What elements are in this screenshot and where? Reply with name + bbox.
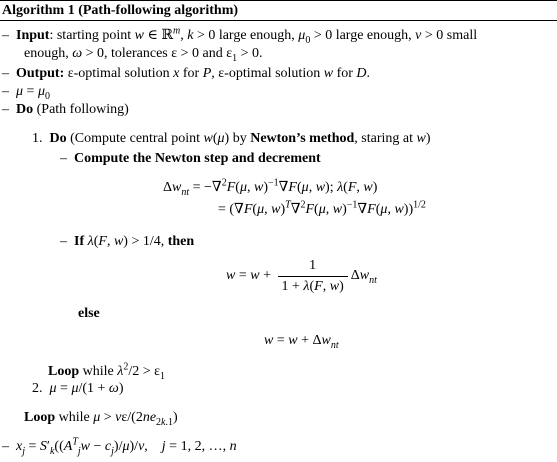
bullet-dash: –: [2, 102, 9, 117]
step1-line: 1. Do (Compute central point w(μ) by Newton’s method, staring at w): [32, 131, 431, 146]
output-line: – Output: ε-optimal solution x for P, ε-optimal solution w for D.: [2, 66, 371, 81]
outer-loop-line: Loop while $\mu > \nu\varepsilon/(2ne_{2k.1})$: [24, 410, 178, 428]
primal-recovery-line: – $x_j = S'_k((A^T_jw - c_j)/\mu)/\nu$, j = 1, 2, …, n: [2, 436, 237, 457]
bullet-dash: –: [2, 84, 9, 99]
damped-update-equation: w = w + $\frac{1}{1 + \lambda(F, w)}$ $\Delta w_{nt}$: [226, 258, 377, 294]
bullet-dash: –: [60, 151, 67, 166]
bullet-dash: –: [2, 439, 9, 454]
step-fraction: $\frac{1}{1 + \lambda(F, w)}$: [278, 257, 348, 295]
bullet-dash: –: [2, 28, 9, 43]
do-path-following-line: – Do (Path following): [2, 102, 129, 117]
if-line: – If λ(F, w) > 1/4, then: [60, 234, 195, 249]
bullet-dash: –: [2, 66, 9, 81]
step2-line: 2. μ = μ/(1 + ω): [32, 381, 124, 396]
inner-loop-line: Loop while $\lambda^2/2 > \varepsilon_1$: [48, 361, 165, 382]
algorithm-title: Algorithm 1 (Path-following algorithm): [2, 3, 239, 18]
full-update-equation: $w = w + \Delta w_{nt}$: [264, 333, 339, 351]
input-line: – Input: starting point w ∈ ℝ$^m$, k > 0 large enough, $\mu_0 > 0$ large enough, ν > 0 small: [2, 25, 478, 46]
input-line-cont: enough, ω > 0, tolerances ε > 0 and $\varepsilon_1 > 0$.: [24, 46, 263, 64]
else-label: else: [78, 306, 100, 321]
newton-step-equation: $\Delta w_{nt} = -\nabla^2F(\mu$, w)$^{-1}$∇F(μ, w); λ(F, w): [163, 177, 378, 198]
bullet-dash: –: [60, 234, 67, 249]
decrement-equation: = (∇F(μ, w)$^T$∇$^2$F(μ, w)$^{-1}$∇F(μ, w))$^{1/2}$: [218, 199, 426, 217]
newton-heading: – Compute the Newton step and decrement: [60, 151, 321, 166]
title-rule: [0, 20, 557, 21]
top-rule: [0, 0, 557, 1]
init-mu-line: – $\mu = \mu_0$: [2, 84, 50, 102]
